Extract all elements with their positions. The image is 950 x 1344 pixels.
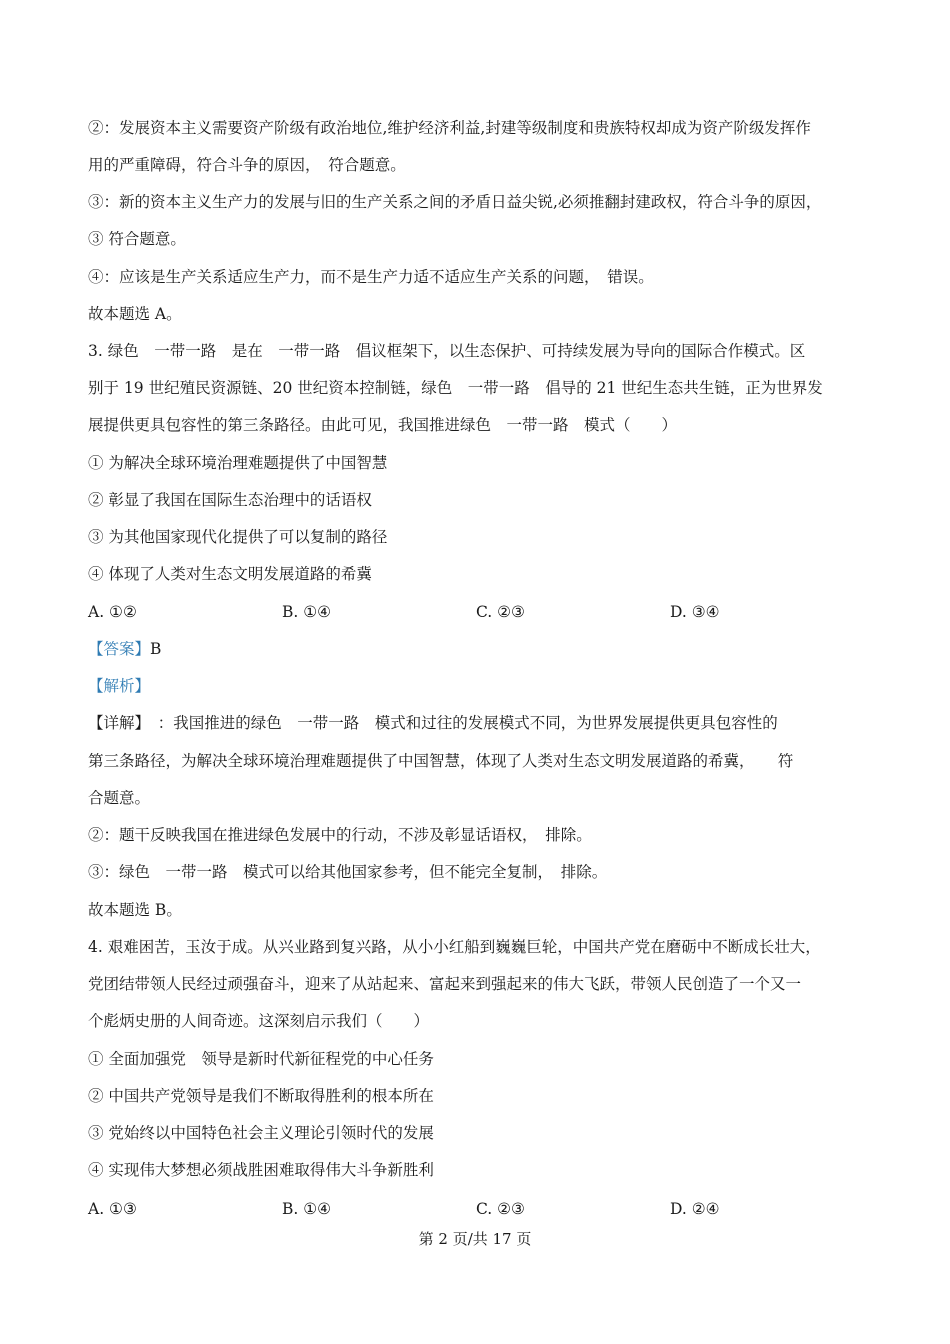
q3-stem-line1: 3. 绿色 一带一路 是在 一带一路 倡议框架下，以生态保护、可持续发展为导向的国际合作模式。区	[88, 342, 806, 360]
q4-stem-line2: 党团结带领人民经过顽强奋斗，迎来了从站起来、富起来到强起来的伟大飞跃，带领人民创造了一个又一	[88, 975, 802, 993]
q3-option-c: C. ②③	[476, 603, 525, 621]
q4-option-d: D. ②④	[670, 1200, 720, 1218]
q4-option-b: B. ①④	[282, 1200, 332, 1218]
detail-text: ：我国推进的绿色 一带一路 模式和过往的发展模式不同，为世界发展提供更具包容性的	[142, 714, 778, 732]
q2-point2-line1: ②：发展资本主义需要资产阶级有政治地位,维护经济利益,封建等级制度和贵族特权却成为资产阶级发挥作	[88, 119, 811, 137]
q3-stem-line2: 别于 19 世纪殖民资源链、20 世纪资本控制链，绿色 一带一路 倡导的 21 世纪生态共生链，正为世界发	[88, 379, 823, 397]
q3-stem-line3: 展提供更具包容性的第三条路径。由此可见，我国推进绿色 一带一路 模式（ ）	[88, 416, 678, 434]
q2-point2-line2: 用的严重障碍，符合斗争的原因， 符合题意。	[88, 156, 406, 174]
q2-point3-line2: ③ 符合题意。	[88, 230, 186, 248]
q4-stem-line3: 个彪炳史册的人间奇迹。这深刻启示我们（ ）	[88, 1012, 430, 1030]
answer-value: B	[150, 640, 162, 658]
q3-detail-point2: ②：题干反映我国在推进绿色发展中的行动，不涉及彰显话语权， 排除。	[88, 826, 592, 844]
q3-item-3: ③ 为其他国家现代化提供了可以复制的路径	[88, 528, 388, 546]
q3-detail-point3: ③：绿色 一带一路 模式可以给其他国家参考，但不能完全复制， 排除。	[88, 863, 608, 881]
q3-item-1: ① 为解决全球环境治理难题提供了中国智慧	[88, 454, 388, 472]
q3-item-4: ④ 体现了人类对生态文明发展道路的希冀	[88, 565, 372, 583]
q3-answer	[88, 639, 161, 659]
analysis-tag: 【解析】	[88, 677, 151, 695]
page-footer: 第 2 页/共 17 页	[418, 1230, 532, 1248]
answer-tag: 【答案】	[88, 640, 151, 658]
q4-stem-line1: 4. 艰难困苦，玉汝于成。从兴业路到复兴路，从小小红船到巍巍巨轮，中国共产党在磨砺中不断成长壮大，	[88, 938, 821, 956]
q3-detail-line3: 合题意。	[88, 789, 151, 807]
q4-option-c: C. ②③	[476, 1200, 525, 1218]
q4-item-1: ① 全面加强党 领导是新时代新征程党的中心任务	[88, 1050, 434, 1068]
detail-tag: 【详解】	[88, 714, 143, 732]
q4-option-a: A. ①③	[88, 1200, 137, 1218]
q2-conclusion: 故本题选 A。	[88, 305, 182, 323]
q3-detail-line2: 第三条路径，为解决全球环境治理难题提供了中国智慧，体现了人类对生态文明发展道路的希冀， 符	[88, 752, 794, 770]
q3-option-d: D. ③④	[670, 603, 720, 621]
q3-conclusion: 故本题选 B。	[88, 901, 182, 919]
q2-point4: ④：应该是生产关系适应生产力，而不是生产力适不适应生产关系的问题， 错误。	[88, 268, 654, 286]
q2-point3-line1: ③：新的资本主义生产力的发展与旧的生产关系之间的矛盾日益尖锐,必须推翻封建政权，符合斗争的原因，	[88, 193, 822, 211]
q4-item-2: ② 中国共产党领导是我们不断取得胜利的根本所在	[88, 1087, 434, 1105]
q3-item-2: ② 彰显了我国在国际生态治理中的话语权	[88, 491, 372, 509]
q3-option-b: B. ①④	[282, 603, 332, 621]
q4-item-4: ④ 实现伟大梦想必须战胜困难取得伟大斗争新胜利	[88, 1161, 434, 1179]
q3-detail-line1	[88, 713, 778, 733]
q3-option-a: A. ①②	[88, 603, 137, 621]
q4-item-3: ③ 党始终以中国特色社会主义理论引领时代的发展	[88, 1124, 434, 1142]
